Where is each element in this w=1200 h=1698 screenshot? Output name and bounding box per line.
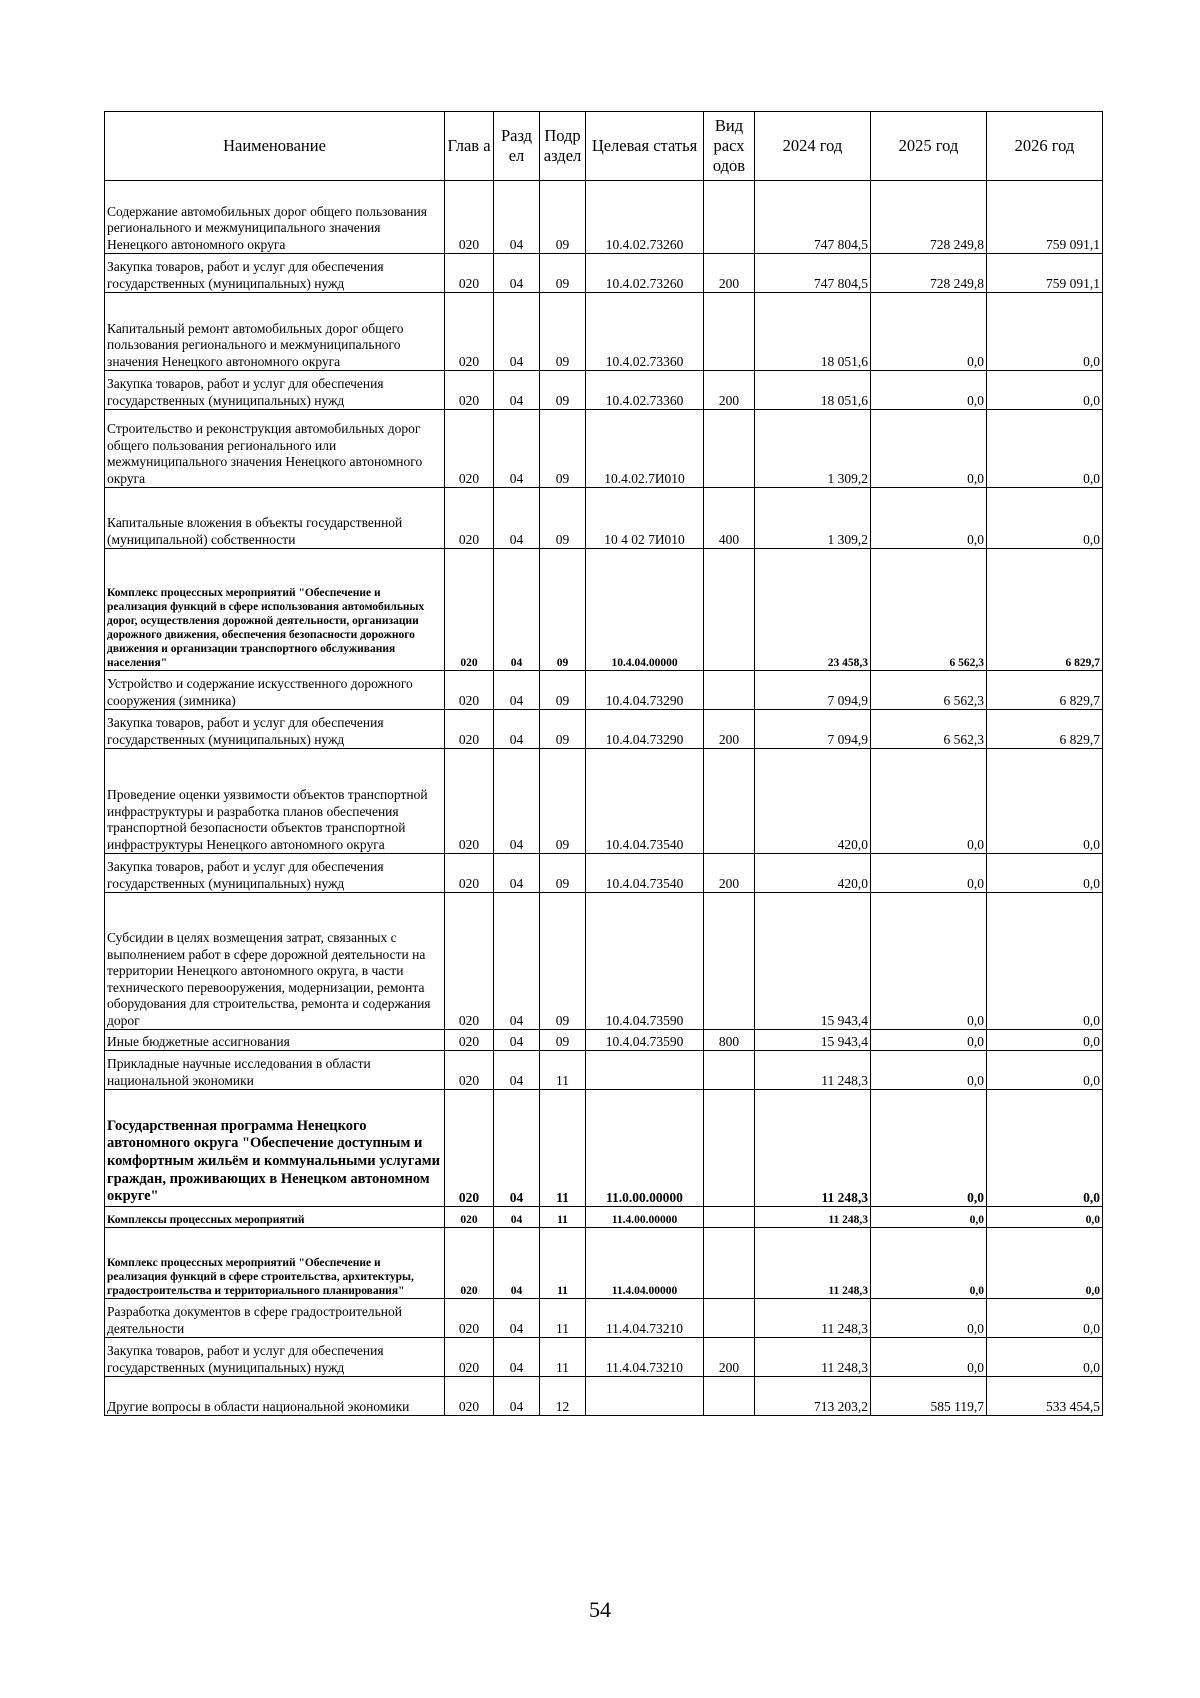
row-amount-2026: 0,0 [987, 749, 1103, 854]
row-glava: 020 [445, 371, 494, 410]
row-amount-2024: 747 804,5 [755, 254, 871, 293]
row-glava: 020 [445, 1090, 494, 1207]
row-amount-2026: 6 829,7 [987, 671, 1103, 710]
header-glava: Глав а [445, 112, 494, 181]
row-target-article: 11.4.04.00000 [586, 1228, 704, 1299]
row-glava: 020 [445, 1299, 494, 1338]
row-glava: 020 [445, 1030, 494, 1051]
row-amount-2025: 0,0 [871, 749, 987, 854]
row-name: Иные бюджетные ассигнования [105, 1030, 445, 1051]
row-target-article [586, 1377, 704, 1416]
row-expense-type: 200 [704, 254, 755, 293]
row-podrazdel: 11 [540, 1051, 586, 1090]
header-year-2024: 2024 год [755, 112, 871, 181]
row-amount-2025: 585 119,7 [871, 1377, 987, 1416]
row-podrazdel: 09 [540, 410, 586, 488]
row-glava: 020 [445, 710, 494, 749]
table-row [105, 710, 1103, 749]
row-amount-2025: 0,0 [871, 1051, 987, 1090]
row-amount-2024: 420,0 [755, 854, 871, 893]
row-podrazdel: 09 [540, 749, 586, 854]
row-target-article: 10.4.04.00000 [586, 549, 704, 671]
row-target-article: 10.4.04.73290 [586, 710, 704, 749]
row-razdel: 04 [494, 1228, 540, 1299]
row-name: Закупка товаров, работ и услуг для обеспечения государственных (муниципальных) нужд [105, 371, 445, 410]
row-name: Субсидии в целях возмещения затрат, связанных с выполнением работ в сфере дорожной деятельности на территории Ненецкого автономного округа, в части технического перевооружения, модернизации, ремонта оборудования для строительства, ремонта и содержания дорог [105, 893, 445, 1030]
row-razdel: 04 [494, 893, 540, 1030]
table-row [105, 749, 1103, 854]
row-amount-2024: 11 248,3 [755, 1228, 871, 1299]
row-expense-type [704, 181, 755, 254]
row-podrazdel: 09 [540, 854, 586, 893]
table-body [105, 181, 1103, 1416]
row-name: Прикладные научные исследования в области национальной экономики [105, 1051, 445, 1090]
table-row [105, 254, 1103, 293]
row-expense-type [704, 749, 755, 854]
table-row [105, 1377, 1103, 1416]
row-expense-type [704, 893, 755, 1030]
row-amount-2026: 0,0 [987, 1207, 1103, 1228]
row-amount-2026: 0,0 [987, 410, 1103, 488]
row-expense-type: 200 [704, 854, 755, 893]
row-name: Комплекс процессных мероприятий "Обеспечение и реализация функций в сфере строительства, архитектуры, градостроительства и территориального планирования" [105, 1228, 445, 1299]
row-podrazdel: 12 [540, 1377, 586, 1416]
row-expense-type: 200 [704, 710, 755, 749]
row-podrazdel: 11 [540, 1228, 586, 1299]
row-expense-type [704, 1228, 755, 1299]
row-razdel: 04 [494, 1051, 540, 1090]
row-podrazdel: 11 [540, 1090, 586, 1207]
table-row [105, 488, 1103, 549]
row-amount-2024: 713 203,2 [755, 1377, 871, 1416]
row-target-article: 10 4 02 7И010 [586, 488, 704, 549]
row-amount-2025: 6 562,3 [871, 671, 987, 710]
row-razdel: 04 [494, 181, 540, 254]
row-expense-type [704, 671, 755, 710]
row-glava: 020 [445, 749, 494, 854]
row-target-article: 10.4.04.73290 [586, 671, 704, 710]
row-razdel: 04 [494, 749, 540, 854]
row-target-article: 10.4.02.73360 [586, 293, 704, 371]
row-amount-2024: 7 094,9 [755, 710, 871, 749]
row-amount-2024: 420,0 [755, 749, 871, 854]
row-glava: 020 [445, 181, 494, 254]
row-target-article [586, 1051, 704, 1090]
table-row [105, 854, 1103, 893]
row-glava: 020 [445, 293, 494, 371]
row-amount-2026: 0,0 [987, 893, 1103, 1030]
row-amount-2026: 6 829,7 [987, 549, 1103, 671]
row-glava: 020 [445, 1228, 494, 1299]
row-amount-2024: 1 309,2 [755, 488, 871, 549]
row-podrazdel: 09 [540, 293, 586, 371]
row-podrazdel: 09 [540, 549, 586, 671]
row-podrazdel: 09 [540, 254, 586, 293]
row-razdel: 04 [494, 293, 540, 371]
page-number: 54 [589, 1597, 611, 1622]
row-glava: 020 [445, 854, 494, 893]
table-row [105, 410, 1103, 488]
row-expense-type [704, 1377, 755, 1416]
row-podrazdel: 09 [540, 371, 586, 410]
row-amount-2026: 0,0 [987, 371, 1103, 410]
row-name: Комплекс процессных мероприятий "Обеспечение и реализация функций в сфере использования автомобильных дорог, осуществления дорожной деятельности, организации дорожного движения, обеспечения безопасности дорожного движения и организации транспортного обслуживания населения" [105, 549, 445, 671]
row-expense-type: 400 [704, 488, 755, 549]
budget-table [104, 111, 1103, 1416]
row-amount-2024: 15 943,4 [755, 1030, 871, 1051]
row-amount-2026: 0,0 [987, 854, 1103, 893]
row-razdel: 04 [494, 1377, 540, 1416]
row-target-article: 10.4.02.73260 [586, 181, 704, 254]
row-amount-2025: 0,0 [871, 1228, 987, 1299]
row-expense-type [704, 1207, 755, 1228]
row-amount-2025: 6 562,3 [871, 710, 987, 749]
row-target-article: 10.4.04.73590 [586, 893, 704, 1030]
row-amount-2024: 18 051,6 [755, 371, 871, 410]
row-amount-2024: 11 248,3 [755, 1338, 871, 1377]
row-razdel: 04 [494, 254, 540, 293]
header-year-2025: 2025 год [871, 112, 987, 181]
row-name: Государственная программа Ненецкого автономного округа "Обеспечение доступным и комфортным жильём и коммунальными услугами граждан, проживающих в Ненецком автономном округе" [105, 1090, 445, 1207]
row-amount-2025: 0,0 [871, 1207, 987, 1228]
row-razdel: 04 [494, 1207, 540, 1228]
row-amount-2025: 728 249,8 [871, 254, 987, 293]
table-row [105, 1090, 1103, 1207]
row-glava: 020 [445, 549, 494, 671]
row-podrazdel: 09 [540, 488, 586, 549]
row-expense-type [704, 1090, 755, 1207]
row-glava: 020 [445, 1338, 494, 1377]
row-glava: 020 [445, 488, 494, 549]
row-razdel: 04 [494, 410, 540, 488]
row-podrazdel: 09 [540, 671, 586, 710]
row-razdel: 04 [494, 488, 540, 549]
row-amount-2024: 11 248,3 [755, 1051, 871, 1090]
row-amount-2025: 0,0 [871, 371, 987, 410]
row-amount-2026: 0,0 [987, 1228, 1103, 1299]
row-target-article: 10.4.04.73540 [586, 749, 704, 854]
header-name: Наименование [105, 112, 445, 181]
row-amount-2024: 11 248,3 [755, 1207, 871, 1228]
row-amount-2026: 0,0 [987, 1090, 1103, 1207]
row-name: Капитальные вложения в объекты государственной (муниципальной) собственности [105, 488, 445, 549]
row-podrazdel: 09 [540, 893, 586, 1030]
row-amount-2026: 0,0 [987, 1299, 1103, 1338]
row-expense-type: 200 [704, 371, 755, 410]
row-amount-2024: 7 094,9 [755, 671, 871, 710]
row-podrazdel: 11 [540, 1207, 586, 1228]
table-row [105, 181, 1103, 254]
row-razdel: 04 [494, 710, 540, 749]
row-target-article: 10.4.02.7И010 [586, 410, 704, 488]
row-glava: 020 [445, 1207, 494, 1228]
row-expense-type [704, 1299, 755, 1338]
row-razdel: 04 [494, 549, 540, 671]
row-amount-2025: 0,0 [871, 854, 987, 893]
row-amount-2026: 0,0 [987, 1051, 1103, 1090]
header-year-2026: 2026 год [987, 112, 1103, 181]
row-razdel: 04 [494, 1299, 540, 1338]
row-name: Проведение оценки уязвимости объектов транспортной инфраструктуры и разработка планов обеспечения транспортной безопасности объектов транспортной инфраструктуры Ненецкого автономного округа [105, 749, 445, 854]
row-amount-2024: 18 051,6 [755, 293, 871, 371]
row-glava: 020 [445, 1377, 494, 1416]
row-amount-2024: 11 248,3 [755, 1090, 871, 1207]
table-row [105, 1207, 1103, 1228]
row-podrazdel: 09 [540, 1030, 586, 1051]
row-amount-2026: 0,0 [987, 1338, 1103, 1377]
header-podrazdel: Подр аздел [540, 112, 586, 181]
row-name: Содержание автомобильных дорог общего пользования регионального и межмуниципального значения Ненецкого автономного округа [105, 181, 445, 254]
row-target-article: 11.0.00.00000 [586, 1090, 704, 1207]
row-amount-2024: 15 943,4 [755, 893, 871, 1030]
row-name: Разработка документов в сфере градостроительной деятельности [105, 1299, 445, 1338]
table-row [105, 371, 1103, 410]
row-target-article: 11.4.04.73210 [586, 1338, 704, 1377]
row-name: Закупка товаров, работ и услуг для обеспечения государственных (муниципальных) нужд [105, 710, 445, 749]
table-row [105, 893, 1103, 1030]
row-podrazdel: 09 [540, 710, 586, 749]
row-amount-2026: 0,0 [987, 293, 1103, 371]
row-glava: 020 [445, 893, 494, 1030]
row-name: Закупка товаров, работ и услуг для обеспечения государственных (муниципальных) нужд [105, 1338, 445, 1377]
row-amount-2025: 0,0 [871, 1090, 987, 1207]
row-amount-2026: 0,0 [987, 1030, 1103, 1051]
row-amount-2025: 0,0 [871, 488, 987, 549]
row-razdel: 04 [494, 854, 540, 893]
row-amount-2025: 0,0 [871, 1299, 987, 1338]
row-amount-2025: 6 562,3 [871, 549, 987, 671]
row-amount-2025: 0,0 [871, 293, 987, 371]
row-expense-type: 800 [704, 1030, 755, 1051]
row-amount-2025: 0,0 [871, 1030, 987, 1051]
row-podrazdel: 11 [540, 1299, 586, 1338]
table-header-row [105, 112, 1103, 181]
table-row [105, 1030, 1103, 1051]
table-row [105, 1299, 1103, 1338]
row-amount-2024: 1 309,2 [755, 410, 871, 488]
row-name: Закупка товаров, работ и услуг для обеспечения государственных (муниципальных) нужд [105, 254, 445, 293]
row-target-article: 10.4.04.73540 [586, 854, 704, 893]
row-amount-2025: 0,0 [871, 1338, 987, 1377]
table-row [105, 1228, 1103, 1299]
row-name: Комплексы процессных мероприятий [105, 1207, 445, 1228]
row-amount-2026: 0,0 [987, 488, 1103, 549]
table-row [105, 671, 1103, 710]
row-name: Другие вопросы в области национальной экономики [105, 1377, 445, 1416]
row-razdel: 04 [494, 671, 540, 710]
row-podrazdel: 11 [540, 1338, 586, 1377]
row-razdel: 04 [494, 1090, 540, 1207]
row-target-article: 11.4.04.73210 [586, 1299, 704, 1338]
row-amount-2025: 728 249,8 [871, 181, 987, 254]
row-glava: 020 [445, 410, 494, 488]
row-amount-2026: 759 091,1 [987, 181, 1103, 254]
row-amount-2025: 0,0 [871, 410, 987, 488]
row-razdel: 04 [494, 1338, 540, 1377]
row-amount-2024: 11 248,3 [755, 1299, 871, 1338]
table-row [105, 1051, 1103, 1090]
row-name: Устройство и содержание искусственного дорожного сооружения (зимника) [105, 671, 445, 710]
row-expense-type [704, 410, 755, 488]
row-razdel: 04 [494, 1030, 540, 1051]
row-target-article: 11.4.00.00000 [586, 1207, 704, 1228]
row-glava: 020 [445, 254, 494, 293]
row-amount-2026: 533 454,5 [987, 1377, 1103, 1416]
table-row [105, 1338, 1103, 1377]
row-razdel: 04 [494, 371, 540, 410]
row-podrazdel: 09 [540, 181, 586, 254]
row-amount-2025: 0,0 [871, 893, 987, 1030]
row-expense-type [704, 293, 755, 371]
row-glava: 020 [445, 671, 494, 710]
row-amount-2024: 23 458,3 [755, 549, 871, 671]
header-target-article: Целевая статья [586, 112, 704, 181]
table-row [105, 293, 1103, 371]
row-amount-2024: 747 804,5 [755, 181, 871, 254]
row-name: Закупка товаров, работ и услуг для обеспечения государственных (муниципальных) нужд [105, 854, 445, 893]
row-amount-2026: 6 829,7 [987, 710, 1103, 749]
row-target-article: 10.4.02.73360 [586, 371, 704, 410]
row-target-article: 10.4.04.73590 [586, 1030, 704, 1051]
row-amount-2026: 759 091,1 [987, 254, 1103, 293]
row-name: Строительство и реконструкция автомобильных дорог общего пользования регионального или межмуниципального значения Ненецкого автономного округа [105, 410, 445, 488]
header-razdel: Разд ел [494, 112, 540, 181]
row-target-article: 10.4.02.73260 [586, 254, 704, 293]
header-expense-type: Вид расх одов [704, 112, 755, 181]
row-name: Капитальный ремонт автомобильных дорог общего пользования регионального и межмуниципального значения Ненецкого автономного округа [105, 293, 445, 371]
row-expense-type: 200 [704, 1338, 755, 1377]
row-expense-type [704, 1051, 755, 1090]
table-row [105, 549, 1103, 671]
row-expense-type [704, 549, 755, 671]
row-glava: 020 [445, 1051, 494, 1090]
